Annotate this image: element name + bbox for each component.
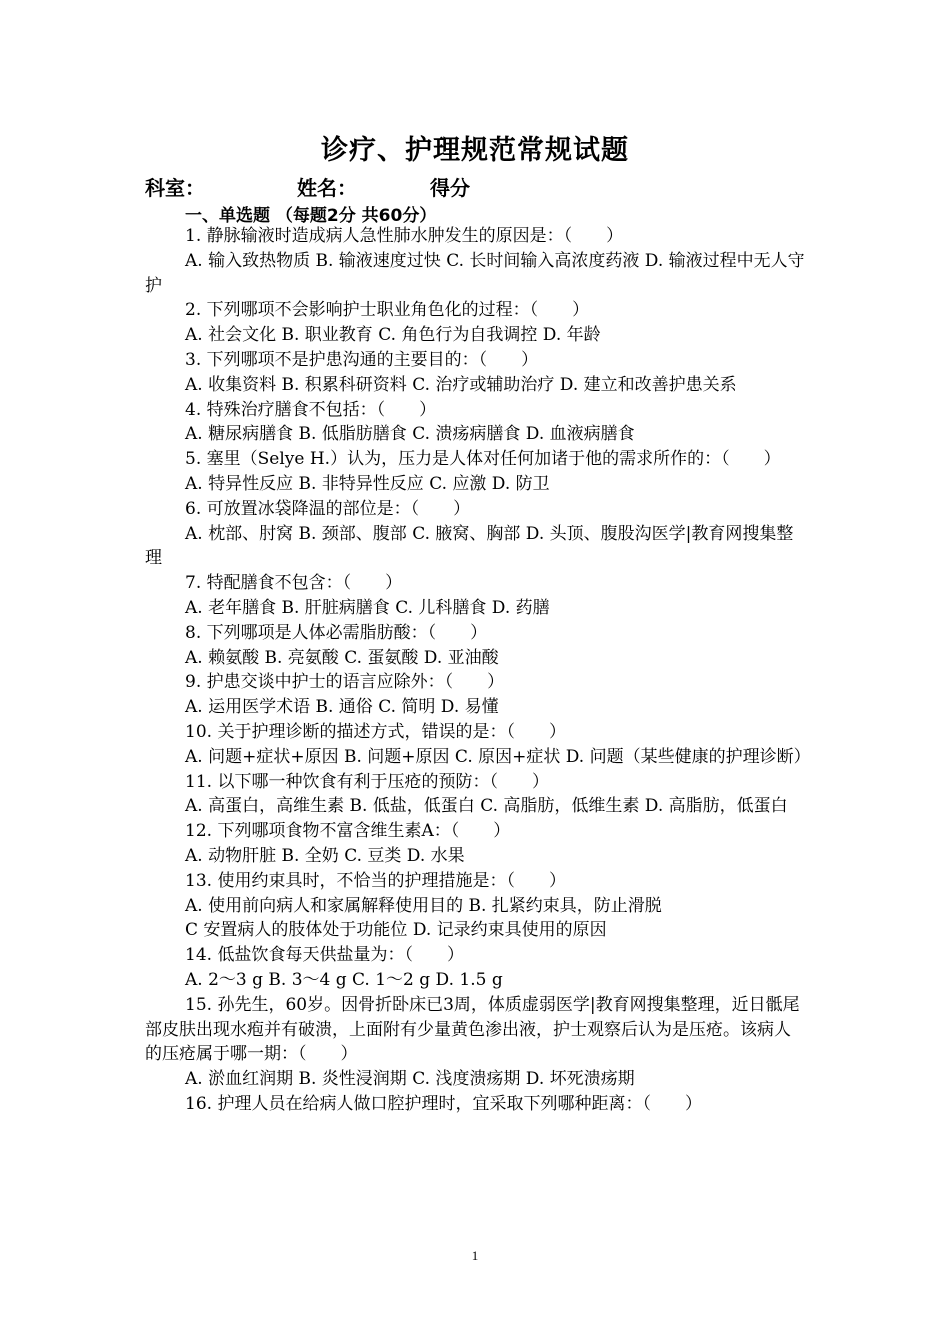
question-stem: 14. 低盐饮食每天供盐量为：（ ） [185, 945, 464, 966]
question-options: A. 赖氨酸 B. 亮氨酸 C. 蛋氨酸 D. 亚油酸 [185, 647, 499, 668]
page-number: 1 [471, 1248, 479, 1263]
question-stem: 2. 下列哪项不会影响护士职业角色化的过程：（ ） [185, 300, 590, 321]
exam-header [145, 172, 805, 200]
document-title: 诊疗、护理规范常规试题 [321, 135, 629, 166]
question-options: A. 动物肝脏 B. 全奶 C. 豆类 D. 水果 [185, 845, 465, 866]
score-label: 得分 [430, 176, 470, 200]
question-list [145, 224, 811, 1117]
question-options-continued: C 安置病人的肢体处于功能位 D. 记录约束具使用的原因 [185, 920, 607, 941]
question-options: A. 糖尿病膳食 B. 低脂肪膳食 C. 溃疡病膳食 D. 血液病膳食 [185, 424, 635, 445]
question-stem: 3. 下列哪项不是护患沟通的主要目的：（ ） [185, 349, 539, 370]
question-stem: 8. 下列哪项是人体必需脂肪酸：（ ） [185, 622, 488, 643]
question-options: A. 社会文化 B. 职业教育 C. 角色行为自我调控 D. 年龄 [185, 325, 601, 346]
question-options: A. 问题+症状+原因 B. 问题+原因 C. 原因+症状 D. 问题（某些健康的护理诊断） [185, 746, 811, 767]
question-options: A. 特异性反应 B. 非特异性反应 C. 应激 D. 防卫 [185, 473, 550, 494]
question-options: A. 收集资料 B. 积累科研资料 C. 治疗或辅助治疗 D. 建立和改善护患关系 [185, 374, 737, 395]
question-options: A. 2～3 g B. 3～4 g C. 1～2 g D. 1.5 g [185, 969, 503, 990]
question-stem: 5. 塞里（Selye H.）认为，压力是人体对任何加诸于他的需求所作的：（ ） [185, 449, 781, 470]
question-options: A. 运用医学术语 B. 通俗 C. 简明 D. 易懂 [185, 697, 499, 718]
question-options: A. 高蛋白，高维生素 B. 低盐，低蛋白 C. 高脂肪，低维生素 D. 高脂肪，低蛋白 [185, 796, 788, 817]
question-stem: 12. 下列哪项食物不富含维生素A：（ ） [185, 821, 511, 842]
question-stem: 13. 使用约束具时，不恰当的护理措施是：（ ） [185, 870, 566, 891]
question-options: A. 使用前向病人和家属解释使用目的 B. 扎紧约束具，防止滑脱 [185, 895, 662, 916]
question-stem: 11. 以下哪一种饮食有利于压疮的预防：（ ） [185, 771, 549, 792]
question-stem: 9. 护患交谈中护士的语言应除外：（ ） [185, 672, 505, 693]
question-stem: 1. 静脉输液时造成病人急性肺水肿发生的原因是：（ ） [185, 226, 624, 246]
question-stem: 7. 特配膳食不包含：（ ） [185, 573, 403, 594]
question-options: A. 淤血红润期 B. 炎性浸润期 C. 浅度溃疡期 D. 坏死溃疡期 [185, 1069, 635, 1090]
question-stem: 16. 护理人员在给病人做口腔护理时，宜采取下列哪种距离：（ ） [185, 1093, 702, 1114]
section-heading-single-choice: 一、单选题 （每题2分 共60分） [185, 206, 437, 226]
name-label: 姓名： [297, 176, 357, 200]
question-options: A. 老年膳食 B. 肝脏病膳食 C. 儿科膳食 D. 药膳 [185, 597, 550, 618]
question-stem: 10. 关于护理诊断的描述方式，错误的是：（ ） [185, 721, 566, 742]
question-stem: 6. 可放置冰袋降温的部位是：（ ） [185, 498, 471, 519]
question-stem: 15. 孙先生，60岁。因骨折卧床已3周，体质虚弱医学|教育网搜集整理，近日骶尾部皮肤出现水疱并有破溃，上面附有少量黄色渗出液，护士观察后认为是压疮。该病人的压疮属于哪一期：（ ） [145, 994, 800, 1065]
question-options: A. 输入致热物质 B. 输液速度过快 C. 长时间输入高浓度药液 D. 输液过程中无人守护 [145, 250, 805, 296]
question-options: A. 枕部、肘窝 B. 颈部、腹部 C. 腋窝、胸部 D. 头顶、腹股沟医学|教育网搜集整理 [145, 523, 794, 569]
dept-label: 科室： [145, 176, 205, 200]
question-stem: 4. 特殊治疗膳食不包括：（ ） [185, 399, 437, 420]
